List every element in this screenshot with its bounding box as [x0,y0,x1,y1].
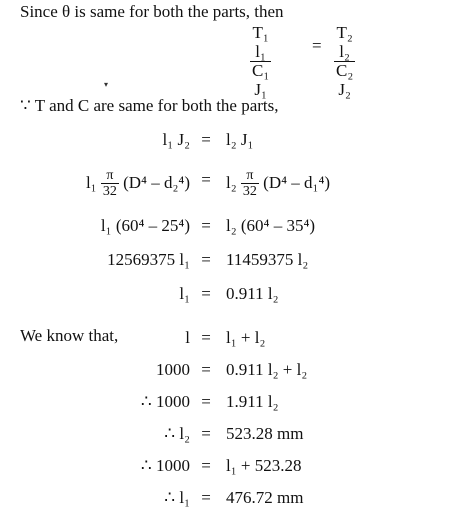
pi-denominator: 32 [242,184,257,200]
equals-sign: = [201,284,211,303]
equation-row [0,282,468,306]
equation-row [0,390,468,414]
equals-sign: = [201,392,211,411]
equation-lhs: ∴ l₁ [164,488,190,507]
pi-denominator: 32 [102,184,117,200]
equation-rhs: 0.911 l₂ [226,284,279,303]
equation-lhs: l [185,328,190,347]
equals-sign: = [201,424,211,443]
equation-rhs: 0.911 l₂ + l₂ [226,360,308,379]
equation-lhs: l₁ (60⁴ – 25⁴) [100,216,190,235]
equation-row [0,326,468,350]
right-denominator: C₂ J₂ [336,61,354,100]
stray-mark: ▾ [104,80,109,89]
lhs-prefix: l₁ [85,172,97,192]
equation-lhs: ∴ 1000 [140,456,190,475]
equation-rhs: l₂ (60⁴ – 35⁴) [226,216,316,235]
rhs-suffix: (D⁴ – d₁⁴) [263,172,331,192]
equals-sign: = [201,170,211,189]
equation-rhs: 1.911 l₂ [226,392,279,411]
ratio-equals: = [312,36,322,55]
equals-sign: = [201,250,211,269]
equation-lhs: l₁ J₂ [162,130,190,149]
left-fraction [250,24,271,100]
pi-numerator: π [241,168,259,184]
equation-lhs: l₁ [179,284,190,303]
left-denominator: C₁ J₁ [252,61,270,100]
equals-sign: = [201,130,211,149]
equation-rhs: l₁ + 523.28 [226,456,302,475]
equation-row [0,486,468,510]
because-text: ∵ T and C are same for both the parts, [20,96,279,115]
equals-sign: = [201,328,211,347]
equation-row [0,422,468,446]
equals-sign: = [201,456,211,475]
equation-row [0,214,468,238]
equation-rhs: 476.72 mm [226,488,304,507]
equals-sign: = [201,360,211,379]
equation-rhs: l₂ J₁ [226,130,254,149]
equation-lhs: 1000 [156,360,190,379]
pi-fraction [241,168,259,200]
pi-fraction [101,168,119,200]
equals-sign: = [201,216,211,235]
equation-row [0,248,468,272]
equation-row [0,128,468,152]
equation-lhs: ∴ 1000 [140,392,190,411]
equation-row [0,358,468,382]
right-fraction [334,24,355,100]
equation-lhs [86,168,190,200]
right-numerator: T₂ l₂ [334,24,355,62]
equation-rhs: l₁ + l₂ [226,328,266,347]
equation-rhs: 11459375 l₂ [226,250,309,269]
equation-rhs [226,168,330,200]
equation-rhs: 523.28 mm [226,424,304,443]
equation-lhs: ∴ l₂ [164,424,190,443]
rhs-prefix: l₂ [226,172,237,192]
equation-row [0,168,468,200]
intro-text: Since θ is same for both the parts, then [20,2,284,21]
pi-numerator: π [101,168,119,184]
we-know-text: We know that, [20,326,119,345]
lhs-suffix: (D⁴ – d₂⁴) [123,172,190,192]
equals-sign: = [201,488,211,507]
equation-row [0,454,468,478]
left-numerator: T₁ l₁ [250,24,271,62]
equation-lhs: 12569375 l₁ [107,250,190,269]
